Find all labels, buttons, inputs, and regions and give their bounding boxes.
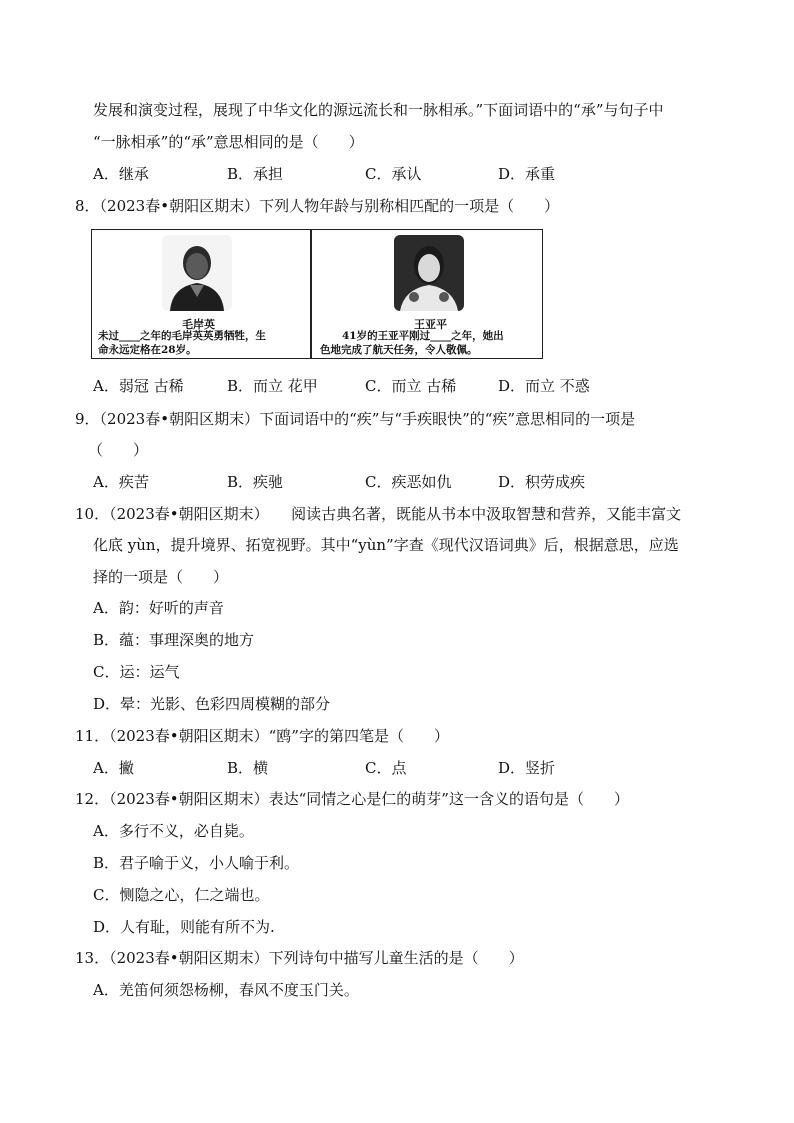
portrait-image-right <box>394 235 464 311</box>
q12-option-c[interactable]: C．恻隐之心，仁之端也。 <box>93 886 270 904</box>
q8-option-c[interactable]: C．而立 古稀 <box>365 377 457 395</box>
q7-line-2: “一脉相承”的“承”意思相同的是（ ） <box>93 133 364 151</box>
q13-stem: 13．（2023春•朝阳区期末）下列诗句中描写儿童生活的是（ ） <box>75 949 524 967</box>
q11-option-a[interactable]: A．撇 <box>93 759 134 777</box>
q7-option-a[interactable]: A．继承 <box>93 165 149 183</box>
q10-line-3: 择的一项是（ ） <box>93 568 229 586</box>
q12-stem: 12．（2023春•朝阳区期末）表达“同情之心是仁的萌芽”这一含义的语句是（ ） <box>75 790 629 808</box>
q10-line-2: 化底 yùn，提升境界、拓宽视野。其中“yùn”字查《现代汉语词典》后，根据意思，应选 <box>93 536 679 554</box>
q10-option-b[interactable]: B．蕴：事理深奥的地方 <box>93 631 255 649</box>
right-caption-line-2: 色地完成了航天任务，令人敬佩。 <box>320 344 478 356</box>
q8-option-a[interactable]: A．弱冠 古稀 <box>93 377 184 395</box>
q12-option-a[interactable]: A．多行不义，必自毙。 <box>93 822 254 840</box>
q9-stem: 9．（2023春•朝阳区期末）下面词语中的“疾”与“手疾眼快”的“疾”意思相同的一项是 <box>75 410 636 428</box>
left-caption-line-1: 未过____之年的毛岸英英勇牺牲，生 <box>98 330 266 342</box>
q7-option-d[interactable]: D．承重 <box>498 165 556 183</box>
q12-option-b[interactable]: B．君子喻于义，小人喻于利。 <box>93 854 300 872</box>
q12-option-d[interactable]: D．人有耻，则能有所不为. <box>93 918 275 936</box>
q10-option-c[interactable]: C．运：运气 <box>93 663 180 681</box>
q9-option-b[interactable]: B．疾驰 <box>227 473 284 491</box>
q7-option-b[interactable]: B．承担 <box>227 165 284 183</box>
q13-option-a[interactable]: A．羌笛何须怨杨柳，春风不度玉门关。 <box>93 981 359 999</box>
q11-option-c[interactable]: C．点 <box>365 759 407 777</box>
q9-option-a[interactable]: A．疾苦 <box>93 473 149 491</box>
figure-panel-left <box>92 230 312 358</box>
q7-option-c[interactable]: C．承认 <box>365 165 422 183</box>
q9-option-c[interactable]: C．疾恶如仇 <box>365 473 452 491</box>
q11-option-b[interactable]: B．横 <box>227 759 269 777</box>
q8-option-d[interactable]: D．而立 不惑 <box>498 377 590 395</box>
q9-option-d[interactable]: D．积劳成疾 <box>498 473 586 491</box>
figure-panel-right <box>314 230 541 358</box>
q10-option-a[interactable]: A．韵：好听的声音 <box>93 599 224 617</box>
portrait-name-right: 王亚平 <box>414 318 447 331</box>
q7-line-1: 发展和演变过程，展现了中华文化的源远流长和一脉相承。”下面词语中的“承”与句子中 <box>93 101 664 119</box>
right-caption-line-1: 41岁的王亚平刚过____之年，她出 <box>342 330 504 342</box>
q8-stem: 8．（2023春•朝阳区期末）下列人物年龄与别称相匹配的一项是（ ） <box>75 197 560 215</box>
left-caption-line-2: 命永远定格在28岁。 <box>98 344 197 356</box>
portrait-image-left <box>162 235 232 311</box>
q11-option-d[interactable]: D．竖折 <box>498 759 556 777</box>
q8-option-b[interactable]: B．而立 花甲 <box>227 377 318 395</box>
q10-line-1: 10．（2023春•朝阳区期末） 阅读古典名著，既能从书本中汲取智慧和营养，又能丰富文 <box>75 505 682 523</box>
q11-stem: 11．（2023春•朝阳区期末）“鸥”字的第四笔是（ ） <box>75 727 449 745</box>
portrait-name-left: 毛岸英 <box>182 318 215 331</box>
q9-stem-2: （ ） <box>88 441 149 459</box>
q8-figure <box>91 229 543 359</box>
q10-option-d[interactable]: D．晕：光影、色彩四周模糊的部分 <box>93 695 331 713</box>
